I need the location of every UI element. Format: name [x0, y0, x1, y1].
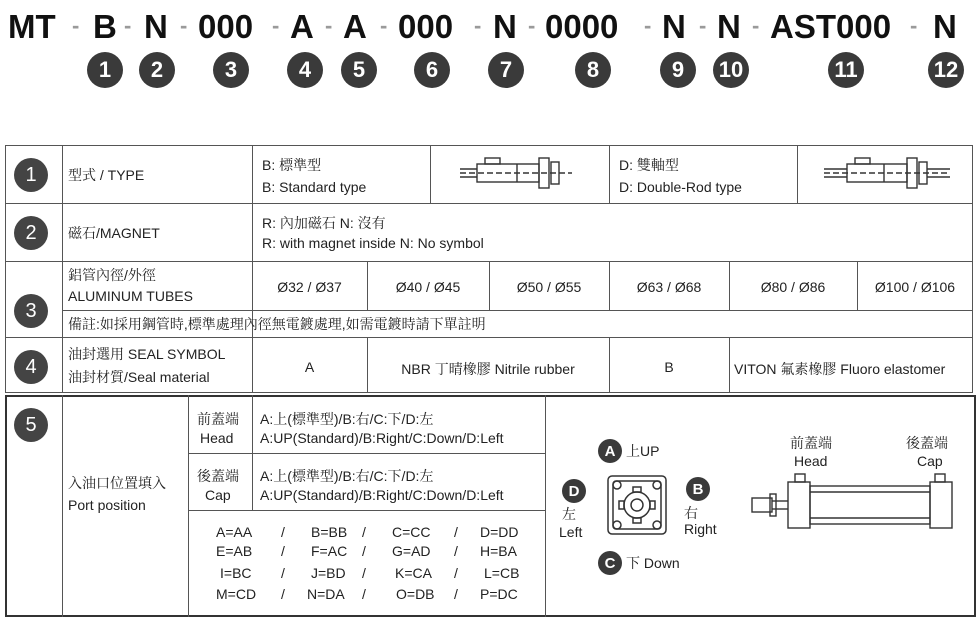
tubes-note: 備註:如採用鋼管時,標準處理內徑無電鍍處理,如需電鍍時請下單註明	[68, 316, 486, 332]
combo-sep: /	[362, 524, 366, 540]
cylinder-side-view-icon	[748, 470, 960, 540]
cap-line1: A:上(標準型)/B:右/C:下/D:左	[260, 468, 434, 484]
combo-sep: /	[454, 524, 458, 540]
tube-size: Ø63 / Ø68	[636, 279, 702, 295]
code-sep: -	[528, 13, 536, 38]
combo: D=DD	[480, 524, 519, 540]
combo: F=AC	[311, 543, 348, 559]
col-divider	[188, 395, 189, 617]
num-badge: 12	[928, 52, 964, 88]
port-label-en: Port position	[68, 497, 146, 513]
combo: A=AA	[216, 524, 253, 540]
combo: C=CC	[392, 524, 431, 540]
code-seg-7: N	[493, 8, 517, 45]
dir-c-label: 下 Down	[626, 555, 680, 571]
diag-cap-en: Cap	[917, 453, 943, 469]
code-sep: -	[644, 13, 652, 38]
tube-size: Ø32 / Ø37	[277, 279, 342, 295]
tube-size: Ø100 / Ø106	[874, 279, 956, 295]
row-num-4: 4	[14, 350, 48, 384]
type-d-zh: D: 雙軸型	[619, 157, 679, 173]
col-divider	[430, 145, 431, 203]
code-seg-4: A	[290, 8, 314, 45]
head-label-zh: 前蓋端	[197, 411, 239, 427]
magnet-line1: R: 內加磁石 N: 沒有	[262, 215, 386, 231]
type-d-en: D: Double-Rod type	[619, 179, 742, 195]
seal-b: B	[664, 359, 674, 375]
row-num-5: 5	[14, 408, 48, 442]
combo-sep: /	[362, 543, 366, 559]
type-label: 型式 / TYPE	[68, 167, 145, 183]
magnet-label: 磁石/MAGNET	[68, 225, 160, 241]
code-seg-5: A	[343, 8, 367, 45]
seal-label1: 油封選用 SEAL SYMBOL	[68, 346, 226, 362]
seal-label2: 油封材質/Seal material	[68, 369, 210, 385]
combo: O=DB	[396, 586, 435, 602]
seal-a-desc: NBR 丁晴橡膠 Nitrile rubber	[401, 361, 575, 377]
dir-d-en: Left	[559, 524, 583, 540]
code-sep: -	[910, 13, 918, 38]
combo: P=DC	[480, 586, 518, 602]
combo-sep: /	[362, 565, 366, 581]
code-sep: -	[325, 13, 333, 38]
type-b-en: B: Standard type	[262, 179, 367, 195]
dir-b-zh: 右	[684, 505, 698, 521]
combo-sep: /	[362, 586, 366, 602]
col-divider	[62, 395, 63, 617]
combo: B=BB	[311, 524, 348, 540]
code-seg-1: B	[93, 8, 117, 45]
end-cap-front-icon	[605, 473, 669, 537]
code-sep: -	[752, 13, 760, 38]
seal-a: A	[304, 359, 315, 375]
code-sep: -	[124, 13, 132, 38]
dir-c-badge: C	[598, 551, 622, 575]
dir-d-badge: D	[562, 479, 586, 503]
code-seg-9: N	[662, 8, 686, 45]
code-seg-12: N	[933, 8, 957, 45]
col-divider	[729, 337, 730, 393]
combo: N=DA	[307, 586, 345, 602]
head-line2: A:UP(Standard)/B:Right/C:Down/D:Left	[260, 430, 504, 446]
combo-sep: /	[281, 543, 285, 559]
cap-label-en: Cap	[205, 487, 231, 503]
code-sep: -	[272, 13, 280, 38]
code-sep: -	[72, 13, 80, 38]
combo: J=BD	[311, 565, 346, 581]
combo-sep: /	[454, 586, 458, 602]
num-badge: 7	[488, 52, 524, 88]
col-divider	[609, 145, 610, 203]
tube-size: Ø80 / Ø86	[760, 279, 826, 295]
code-sep: -	[180, 13, 188, 38]
cap-label-zh: 後蓋端	[197, 468, 239, 484]
col-divider	[797, 145, 798, 203]
code-seg-10: N	[717, 8, 741, 45]
type-b-zh: B: 標準型	[262, 157, 322, 173]
code-seg-6: 000	[398, 8, 454, 45]
row-divider	[5, 337, 973, 338]
combo-sep: /	[281, 565, 285, 581]
num-badge: 6	[414, 52, 450, 88]
code-seg-8: 0000	[545, 8, 619, 45]
code-seg-3: 000	[198, 8, 254, 45]
num-badge: 9	[660, 52, 696, 88]
num-badge: 10	[713, 52, 749, 88]
code-seg-2: N	[144, 8, 168, 45]
num-badge: 2	[139, 52, 175, 88]
combo: I=BC	[220, 565, 252, 581]
combo-sep: /	[281, 524, 285, 540]
combo: L=CB	[484, 565, 520, 581]
port-label-zh: 入油口位置填入	[68, 475, 166, 491]
dir-a-badge: A	[598, 439, 622, 463]
row-divider	[62, 310, 973, 311]
combo: E=AB	[216, 543, 253, 559]
code-sep: -	[699, 13, 707, 38]
code-seg-11: AST000	[770, 8, 892, 45]
seal-b-desc: VITON 氟素橡膠 Fluoro elastomer	[734, 361, 946, 377]
tubes-label-en: ALUMINUM TUBES	[68, 288, 193, 304]
head-line1: A:上(標準型)/B:右/C:下/D:左	[260, 411, 434, 427]
code-sep: -	[474, 13, 482, 38]
magnet-line2: R: with magnet inside N: No symbol	[262, 235, 484, 251]
row-divider	[188, 453, 545, 454]
diag-head-en: Head	[794, 453, 828, 469]
row-divider	[5, 203, 973, 204]
num-badge: 4	[287, 52, 323, 88]
combo: H=BA	[480, 543, 517, 559]
num-badge: 5	[341, 52, 377, 88]
row-num-2: 2	[14, 216, 48, 250]
code-sep: -	[380, 13, 388, 38]
tubes-label-zh: 鋁管內徑/外徑	[68, 267, 156, 283]
dir-d-zh: 左	[562, 506, 576, 522]
row-num-3: 3	[14, 294, 48, 328]
dir-b-badge: B	[686, 477, 710, 501]
col-divider	[545, 395, 546, 617]
combo-sep: /	[454, 565, 458, 581]
dir-a-label: 上UP	[626, 443, 660, 459]
dir-b-en: Right	[684, 521, 717, 537]
diag-cap-zh: 後蓋端	[906, 435, 948, 451]
double-rod-cylinder-icon	[822, 154, 952, 192]
row-divider	[188, 510, 545, 511]
col-divider	[62, 145, 63, 393]
tube-size: Ø40 / Ø45	[395, 279, 461, 295]
row-num-1: 1	[14, 158, 48, 192]
tube-size: Ø50 / Ø55	[516, 279, 582, 295]
head-label-en: Head	[200, 430, 234, 446]
cap-line2: A:UP(Standard)/B:Right/C:Down/D:Left	[260, 487, 504, 503]
diag-head-zh: 前蓋端	[790, 435, 832, 451]
standard-cylinder-icon	[455, 154, 580, 192]
combo: M=CD	[216, 586, 257, 602]
combo: K=CA	[395, 565, 432, 581]
num-badge: 1	[87, 52, 123, 88]
combo-sep: /	[281, 586, 285, 602]
code-seg-mt: MT	[8, 8, 56, 45]
num-badge: 8	[575, 52, 611, 88]
combo: G=AD	[392, 543, 431, 559]
num-badge: 11	[828, 52, 864, 88]
combo-sep: /	[454, 543, 458, 559]
num-badge: 3	[213, 52, 249, 88]
